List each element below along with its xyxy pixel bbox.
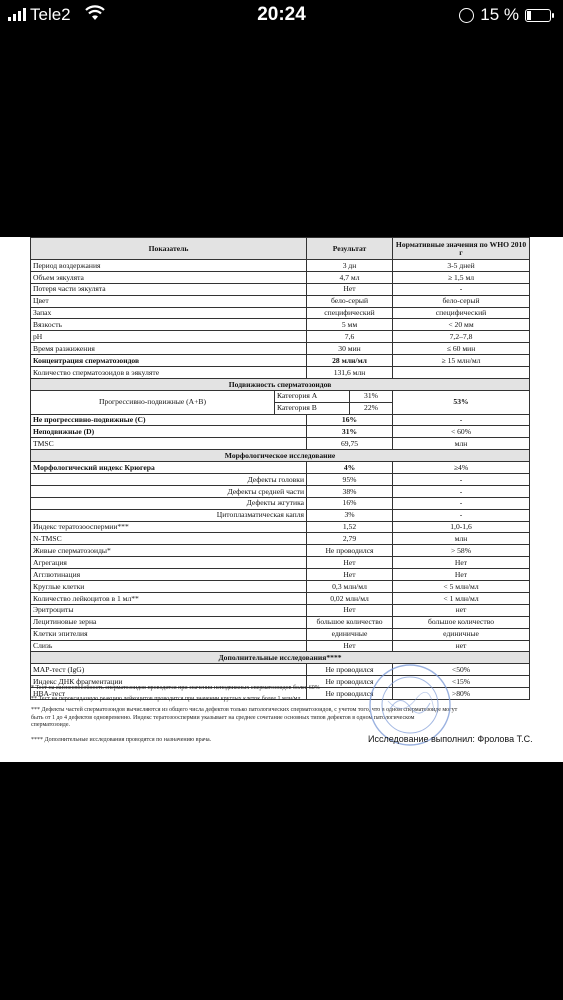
battery-percent: 15 %	[480, 5, 519, 24]
table-cell: Лецитиновые зерна	[31, 616, 307, 628]
table-cell: ≤ 60 мин	[393, 343, 530, 355]
table-cell: Цвет	[31, 295, 307, 307]
table-cell: Дефекты средней части	[31, 485, 307, 497]
table-cell: TMSC	[31, 438, 307, 450]
table-cell: 53%	[393, 390, 530, 414]
header-norm: Нормативные значения по WHO 2010 г	[393, 238, 530, 260]
table-cell: бело-серый	[393, 295, 530, 307]
table-header	[31, 238, 530, 260]
table-cell: < 5 млн/мл	[393, 581, 530, 593]
table-cell: HBA-тест	[31, 688, 307, 700]
status-bar	[0, 0, 563, 30]
table-cell: 3%	[307, 509, 393, 521]
table-cell: Индекс тератозооспермии***	[31, 521, 307, 533]
table-row	[31, 331, 530, 343]
table-row	[31, 426, 530, 438]
table-cell: Клетки эпителия	[31, 628, 307, 640]
table-cell: N-TMSC	[31, 533, 307, 545]
table-row	[31, 545, 530, 557]
rotation-lock-icon	[459, 8, 474, 23]
table-cell: Цитоплазматическая капля	[31, 509, 307, 521]
table-cell: 95%	[307, 474, 393, 486]
table-cell: 7,6	[307, 331, 393, 343]
table-cell: ≥4%	[393, 462, 530, 474]
table-row	[31, 557, 530, 569]
table-cell: Не проводился	[307, 688, 393, 700]
table-row	[31, 390, 530, 402]
table-cell: pH	[31, 331, 307, 343]
table-cell: 5 мм	[307, 319, 393, 331]
table-cell: Нет	[307, 283, 393, 295]
table-cell: специфический	[393, 307, 530, 319]
header-parameter: Показатель	[31, 238, 307, 260]
table-cell: 3-5 дней	[393, 260, 530, 272]
table-row	[31, 628, 530, 640]
table-cell: 69,75	[307, 438, 393, 450]
table-cell: -	[393, 414, 530, 426]
table-cell: нет	[393, 640, 530, 652]
table-cell: Концентрация сперматозоидов	[31, 355, 307, 367]
signature-name: Фролова Т.С.	[477, 734, 533, 744]
table-cell: Вязкость	[31, 319, 307, 331]
table-cell: бело-серый	[307, 295, 393, 307]
table-cell: Запах	[31, 307, 307, 319]
table-row	[31, 664, 530, 676]
table-cell: единичные	[307, 628, 393, 640]
table-row	[31, 474, 530, 486]
table-row	[31, 414, 530, 426]
table-cell: Период воздержания	[31, 260, 307, 272]
table-row	[31, 616, 530, 628]
table-cell: 31%	[350, 390, 393, 402]
table-cell: MAP-тест (IgG)	[31, 664, 307, 676]
table-cell: Нет	[307, 640, 393, 652]
table-cell: Нет	[393, 569, 530, 581]
table-cell: Не проводился	[307, 545, 393, 557]
table-row	[31, 581, 530, 593]
table-row	[31, 521, 530, 533]
table-cell: Агглютинация	[31, 569, 307, 581]
section-motility-title: Подвижность сперматозоидов	[31, 378, 530, 390]
table-row	[31, 497, 530, 509]
table-row	[31, 295, 530, 307]
table-cell: Нет	[307, 604, 393, 616]
section-motility	[31, 378, 530, 390]
footnote-4: **** Дополнительные исследования проводятся по назначению врача.	[31, 737, 212, 743]
footnote-2: ** Тест на пероксидазную реакцию лейкоцитов проводится при значении круглых клеток более 1 млн/мл	[31, 696, 301, 702]
table-cell: млн	[393, 438, 530, 450]
table-cell: Прогрессивно-подвижные (A+B)	[31, 390, 275, 414]
table-cell: Агрегация	[31, 557, 307, 569]
table-row	[31, 319, 530, 331]
table-row	[31, 462, 530, 474]
table-cell: 1,52	[307, 521, 393, 533]
table-row	[31, 592, 530, 604]
table-cell: 4,7 мл	[307, 271, 393, 283]
results-table	[30, 237, 530, 700]
battery-icon	[525, 9, 551, 22]
table-row	[31, 509, 530, 521]
table-row	[31, 307, 530, 319]
table-row	[31, 355, 530, 367]
table-cell: 4%	[307, 462, 393, 474]
table-cell: Категория A	[275, 390, 350, 402]
table-row	[31, 485, 530, 497]
footnote-3: *** Дефекты частей сперматозоидов вычисляются из общего числа дефектов только патологических сперматозоидов, с учетом того, что в одном сперматозоиде могут быть от 1 до 4 дефектов одновременно. Индекс тератозооспермии указывает на среднее сочетание основных типов дефектов в одном патологическом сперматозоиде.	[31, 707, 458, 728]
header-result: Результат	[307, 238, 393, 260]
table-cell: < 1 млн/мл	[393, 592, 530, 604]
table-cell: большое количество	[393, 616, 530, 628]
table-cell: Потеря части эякулята	[31, 283, 307, 295]
table-cell: 30 мин	[307, 343, 393, 355]
signature-role: Исследование выполнил:	[368, 734, 475, 744]
table-cell: Круглые клетки	[31, 581, 307, 593]
table-row	[31, 283, 530, 295]
clock: 20:24	[257, 4, 306, 25]
table-row	[31, 367, 530, 379]
table-cell: -	[393, 474, 530, 486]
table-cell: Нет	[307, 569, 393, 581]
section-additional	[31, 652, 530, 664]
table-cell: 1,0-1,6	[393, 521, 530, 533]
table-cell: 28 млн/мл	[307, 355, 393, 367]
table-row	[31, 533, 530, 545]
table-row	[31, 438, 530, 450]
table-cell: ≥ 15 млн/мл	[393, 355, 530, 367]
carrier-name: Tele2	[30, 5, 71, 24]
table-cell: Количество лейкоцитов в 1 мл**	[31, 592, 307, 604]
table-cell: Дефекты головки	[31, 474, 307, 486]
table-cell: -	[393, 497, 530, 509]
signature-line	[368, 734, 533, 744]
table-cell: млн	[393, 533, 530, 545]
table-cell: Живые сперматозоиды*	[31, 545, 307, 557]
table-cell: Не прогрессивно-подвижные (C)	[31, 414, 307, 426]
table-cell	[393, 367, 530, 379]
table-cell: >80%	[393, 688, 530, 700]
table-cell: <50%	[393, 664, 530, 676]
table-cell: 31%	[307, 426, 393, 438]
table-cell: Не проводился	[307, 664, 393, 676]
table-cell: Нет	[393, 557, 530, 569]
table-row	[31, 569, 530, 581]
table-cell: 16%	[307, 414, 393, 426]
table-cell: Дефекты жгутика	[31, 497, 307, 509]
table-row	[31, 271, 530, 283]
section-additional-title: Дополнительные исследования****	[31, 652, 530, 664]
table-cell: 38%	[307, 485, 393, 497]
table-cell: -	[393, 509, 530, 521]
table-row	[31, 260, 530, 272]
table-cell: 131,6 млн	[307, 367, 393, 379]
table-row	[31, 640, 530, 652]
table-cell: -	[393, 485, 530, 497]
footnote-1: * Тест на жизнеспособность сперматозоидов проводится при значении неподвижных сперматозоидов более 60%	[31, 685, 320, 691]
table-cell: Количество сперматозоидов в эякуляте	[31, 367, 307, 379]
table-cell: Категория B	[275, 402, 350, 414]
table-cell: 22%	[350, 402, 393, 414]
table-cell: Объем эякулята	[31, 271, 307, 283]
table-cell: ≥ 1,5 мл	[393, 271, 530, 283]
table-cell: единичные	[393, 628, 530, 640]
table-cell: Нет	[307, 557, 393, 569]
table-cell: 2,79	[307, 533, 393, 545]
table-cell: 0,02 млн/мл	[307, 592, 393, 604]
table-cell: 3 дн	[307, 260, 393, 272]
table-cell: Индекс ДНК фрагментации	[31, 676, 307, 688]
section-morphology	[31, 450, 530, 462]
table-cell: 16%	[307, 497, 393, 509]
table-row	[31, 343, 530, 355]
table-cell: Морфологический индекс Крюгера	[31, 462, 307, 474]
table-cell: нет	[393, 604, 530, 616]
table-cell: 0,3 млн/мл	[307, 581, 393, 593]
table-cell: Неподвижные (D)	[31, 426, 307, 438]
table-cell: Эритроциты	[31, 604, 307, 616]
table-cell: Слизь	[31, 640, 307, 652]
table-cell: > 58%	[393, 545, 530, 557]
table-cell: Время разжижения	[31, 343, 307, 355]
document-page	[0, 237, 563, 762]
table-cell: -	[393, 283, 530, 295]
table-cell: < 20 мм	[393, 319, 530, 331]
section-morphology-title: Морфологическое исследование	[31, 450, 530, 462]
table-cell: <15%	[393, 676, 530, 688]
table-cell: специфический	[307, 307, 393, 319]
table-cell: большое количество	[307, 616, 393, 628]
table-row	[31, 604, 530, 616]
table-cell: Не проводился	[307, 676, 393, 688]
table-cell: 7,2–7,8	[393, 331, 530, 343]
table-cell: < 60%	[393, 426, 530, 438]
